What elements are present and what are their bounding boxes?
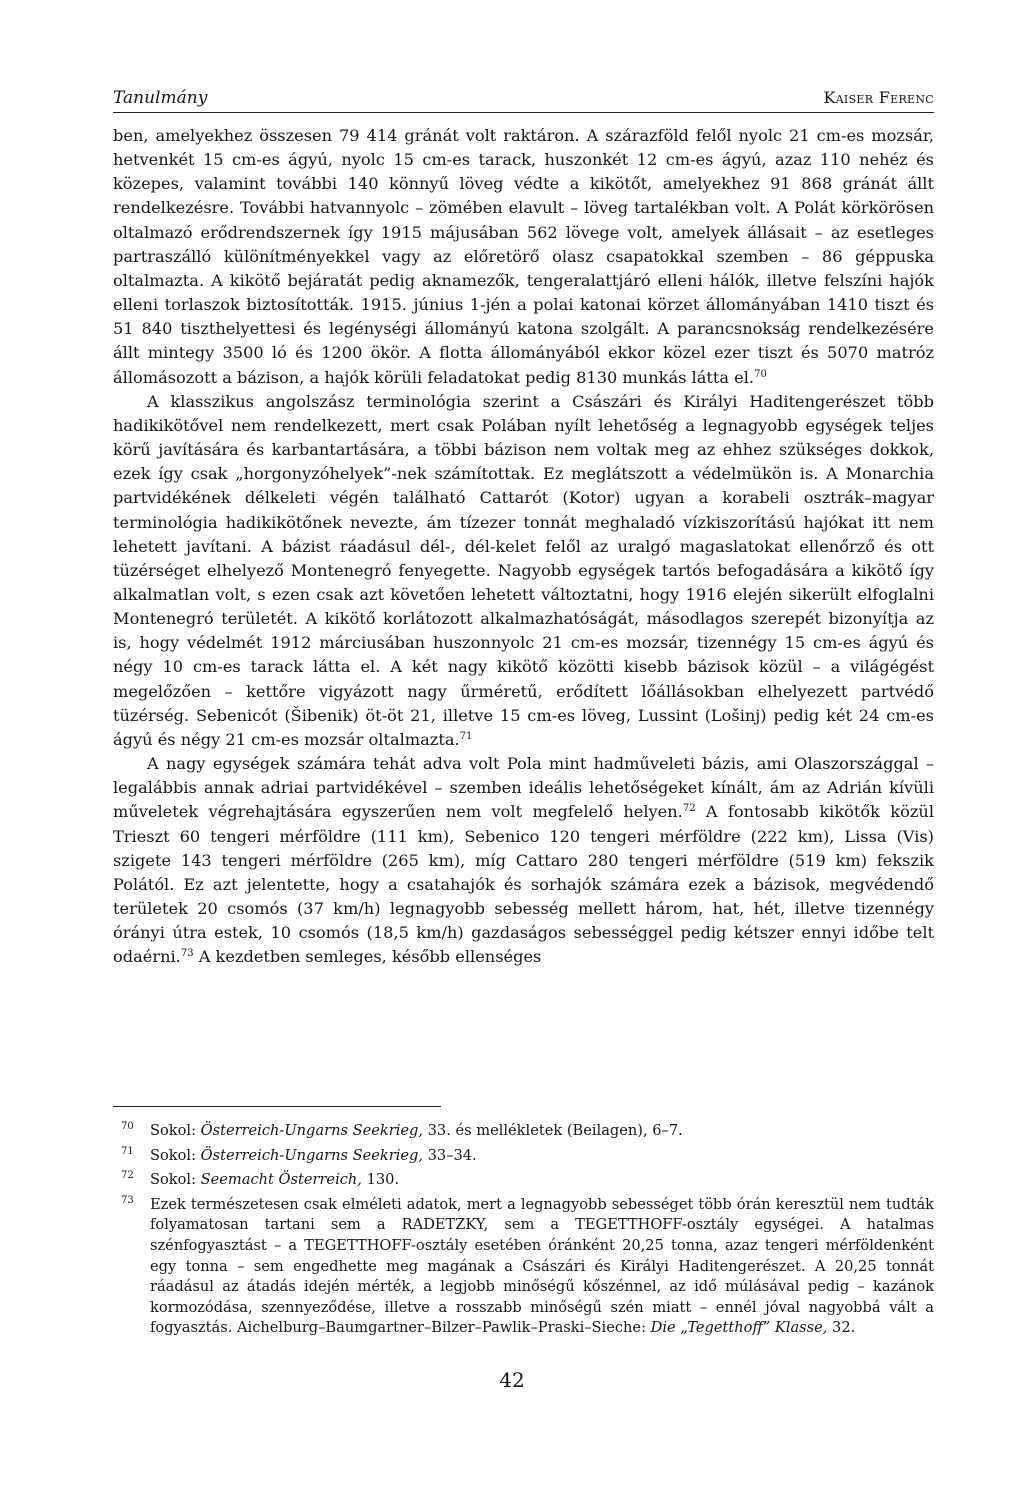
footnote-text: Sokol: (150, 1171, 201, 1189)
footnote-71 (113, 1146, 934, 1167)
page-number: 42 (499, 1368, 525, 1392)
author-name: Kaiser Ferenc (823, 88, 934, 107)
paragraph-1-text: ben, amelyekhez összesen 79 414 gránát volt raktáron. A szárazföld felől nyolc 21 cm-es mozsár, hetvenkét 15 cm-es ágyú, nyolc 15 cm-es tarack, huszonkét 12 cm-es ágyú, azaz 110 nehéz és közepes, valamint további 140 könnyű löveg védte a kikötőt, amelyekhez 91 868 gránát állt rendelkezésre. További hatvannyolc – zömében elavult – löveg tartalékban volt. A Polát körkörösen oltalmazó erődrendszernek így 1915 májusában 562 lövege volt, amelyek állásait – az esetleges partraszálló különítményekkel vagy az előretörő olasz csapatokkal szemben – 86 géppuska oltalmazta. A kikötő bejáratát pedig aknamezők, tengeralattjáró elleni hálók, illetve felszíni hajók elleni torlaszok biztosították. 1915. június 1-jén a polai katonai körzet állományában 1410 tiszt és 51 840 tiszthelyettesi és legénységi állományú katona szolgált. A parancsnokság rendelkezésére állt mintegy 3500 ló és 1200 ökör. A flotta állományából ekkor közel ezer tiszt és 5070 matróz állomásozott a bázison, a hajók körüli feladatokat pedig 8130 munkás látta el. (113, 126, 934, 387)
paragraph-3-text-c: A kezdetben semleges, később ellenséges (193, 947, 542, 967)
footnote-text: 33. és mellékletek (Beilagen), 6–7. (422, 1122, 683, 1139)
footnote-text: Ezek természetesen csak elméleti adatok, mert a legnagyobb sebességet több órán keresztül nem tudták folyamatosan tartani sem a RADETZKY, sem a TEGETTHOFF-osztály egységei. A hatalmas szénfogyasztást – a TEGETTHOFF-osztály esetében óránként 20,25 tonna, azaz tengeri mérföldenként egy tonna – sem engedhette meg magának a Császári és Királyi Haditengerészet. A 20,25 tonnát ráadásul az átadás idején mérték, a legjobb minőségű kőszénnel, az idő múlásával pedig – kazánok kormozódása, szennyeződése, illetve a rosszabb minőségű szén miatt – ennél jóval nagyobbá vált a fogyasztás. Aichelburg–Baumgartner–Bilzer–Pawlik–Praski–Sieche: (150, 1195, 934, 1337)
paragraph-3-text-a: A nagy egységek számára tehát adva volt Pola mint hadműveleti bázis, ami Olaszországgal – legalábbis annak adriai partvidékével – szemben ideális lehetőségeket kínált, ám az Adrián kívüli műveletek végrehajtására egyszerűen nem volt megfelelő helyen. (113, 754, 934, 822)
footnote-text: 130. (361, 1171, 400, 1189)
body-text (113, 124, 934, 969)
footnote-text: Sokol: (150, 1146, 201, 1164)
footnote-number: 72 (121, 1170, 134, 1182)
paragraph-1 (113, 124, 934, 390)
paragraph-3 (113, 752, 934, 969)
footnote-separator (113, 1106, 441, 1107)
footnote-text: 33–34. (422, 1146, 477, 1164)
paragraph-2-text: A klasszikus angolszász terminológia szerint a Császári és Királyi Haditengerészet több hadikikötővel nem rendelkezett, mert csak Polában nyílt lehetőség a legnagyobb egységek teljes körű javítására és karbantartására, a többi bázison nem voltak meg az ehhez szükséges dokkok, ezek így csak „horgonyzóhelyek”-nek számítottak. Ez meglátszott a védelmükön is. A Monarchia partvidékének délkeleti végén található Cattarót (Kotor) ugyan a korabeli osztrák–magyar terminológia hadikikötőnek nevezte, ám tízezer tonnát meghaladó vízkiszorítású hajókat itt nem lehetett javítani. A bázist ráadásul dél-, dél-kelet felől az uralgó magaslatokat ellenőrző és ott tüzérséget elhelyező Montenegró fenyegette. Nagyobb egységek tartós befogadására a kikötő így alkalmatlan volt, s ezen csak azt követően lehetett változtatni, hogy 1916 elején sikerült elfoglalni Montenegró területét. A kikötő korlátozott alkalmazhatóságát, másodlagos szerepét bizonyítja az is, hogy védelmét 1912 márciusában huszonnyolc 21 cm-es mozsár, tizennégy 15 cm-es ágyú és négy 10 cm-es tarack látta el. A két nagy kikötő közötti kisebb bázisok közül – a világégést megelőzően – kettőre vigyázott nagy űrméretű, erődített lőállásokban elhelyezett partvédő tüzérség. Sebenicót (Šibenik) öt-öt 21, illetve 15 cm-es löveg, Lussint (Lošinj) pedig két 24 cm-es ágyú és négy 21 cm-es mozsár oltalmazta. (113, 391, 934, 749)
running-header (113, 88, 934, 113)
footnote-number: 71 (121, 1145, 134, 1157)
footnote-number: 70 (121, 1121, 134, 1132)
footnote-ref-72[interactable]: 72 (682, 803, 696, 815)
paragraph-3-text-b: A fontosabb kikötők közül Trieszt 60 tengeri mérföldre (111 km), Sebenico 120 tengeri mérföldre (222 km), Lissa (Vis) szigete 143 tengeri mérföldre (265 km), míg Cattaro 280 tengeri mérföldre (519 km) fekszik Polától. Ez azt jelentette, hogy a csatahajók és sorhajók számára ezek a bázisok, megvédendő területek 20 csomós (37 km/h) legnagyobb sebesség mellett három, hat, hét, illetve tizennégy órányi útra estek, 10 csomós (18,5 km/h) gazdaságos sebességgel pedig kétszer ennyi időbe telt odaérni. (113, 802, 934, 967)
footnote-70 (113, 1121, 934, 1142)
footnote-title: Seemacht Österreich, (200, 1171, 362, 1189)
footnotes (113, 1121, 934, 1343)
footnote-73 (113, 1195, 934, 1339)
footnote-number: 73 (121, 1194, 134, 1206)
section-label: Tanulmány (113, 88, 208, 108)
footnote-text: Sokol: (150, 1122, 201, 1139)
footnote-title: Österreich-Ungarns Seekrieg, (200, 1146, 423, 1164)
footnote-title: Die „Tegetthoff” Klasse, (650, 1319, 828, 1337)
footnote-ref-73[interactable]: 73 (180, 948, 194, 960)
footnote-title: Österreich-Ungarns Seekrieg, (200, 1122, 423, 1139)
footnote-72 (113, 1170, 934, 1191)
footnote-ref-71[interactable]: 71 (459, 730, 473, 742)
footnote-text: 32. (827, 1319, 856, 1337)
paragraph-2 (113, 390, 934, 752)
footnote-ref-70[interactable]: 70 (754, 368, 767, 380)
